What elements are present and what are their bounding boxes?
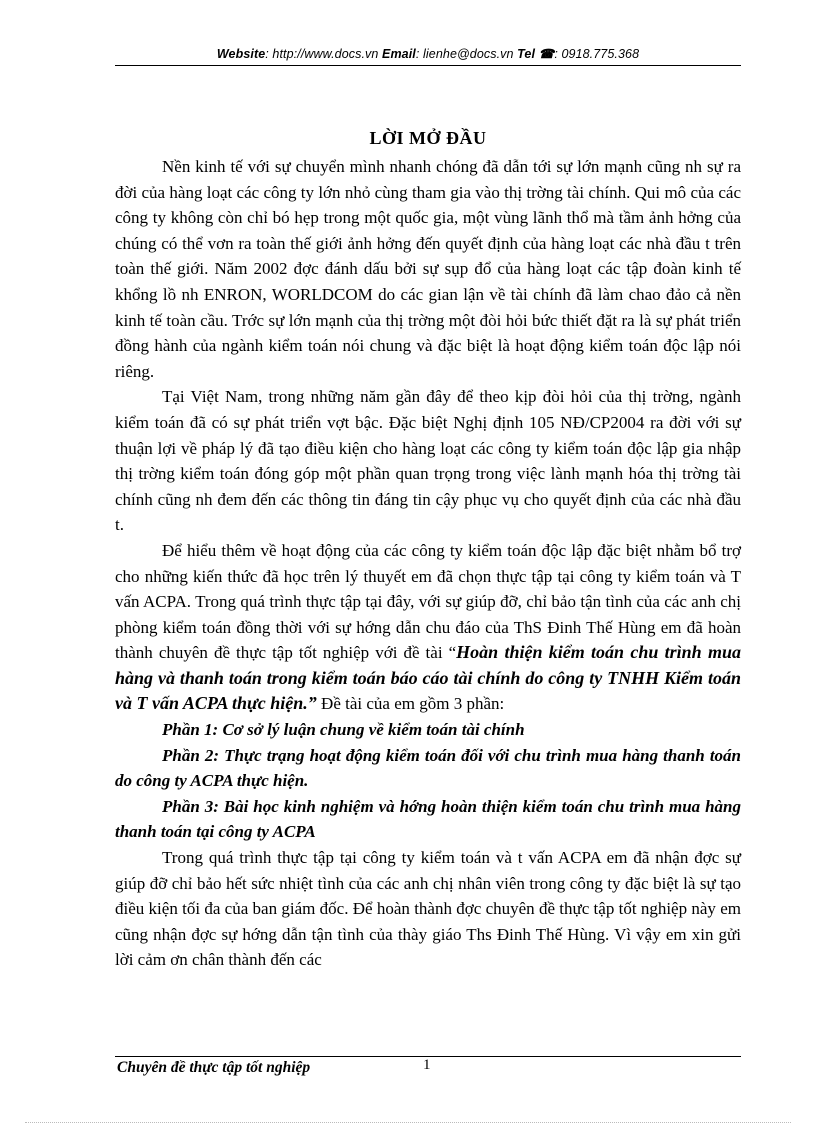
paragraph-intro: Nền kinh tế với sự chuyển mình nhanh chóng đã dẫn tới sự lớn mạnh cũng nh sự ra đời của hàng loạt các công ty lớn nhỏ cùng tham gia vào thị trờng tài chính. Qui mô của các công ty không còn chỉ bó hẹp trong một quốc gia, một vùng lãnh thổ mà tầm ảnh hởng của chúng có thể vơn ra toàn thế giới ảnh hởng đến quyết định của hàng loạt các nhà đầu t trên toàn thế giới. Năm 2002 đợc đánh dấu bởi sự sụp đổ của hàng loạt các tập đoàn kinh tế khổng lồ nh ENRON, WORLDCOM do các gian lận về tài chính đã làm chao đảo cả nền kinh tế toàn cầu. Trớc sự lớn mạnh của thị trờng một đòi hỏi bức thiết đặt ra là sự phát triển đồng hành của ngành kiểm toán nói chung và đặc biệt là hoạt động kiểm toán độc lập nói riêng. (115, 157, 741, 381)
part-1: Phần 1: Cơ sở lý luận chung về kiểm toán tài chính (162, 720, 525, 740)
header-divider (115, 65, 741, 66)
email-value: : lienhe@docs.vn (415, 47, 514, 61)
topic-title: Hoàn thiện kiểm toán chu trình mua hàng và thanh toán trong kiểm toán báo cáo tài chính do công ty TNHH Kiểm toán và T vấn ACPA thực hiện.” (115, 642, 741, 714)
document-body (115, 154, 741, 973)
part-3: Phần 3: Bài học kinh nghiệm và hớng hoàn thiện kiểm toán chu trình mua hàng thanh toán tại công ty ACPA (115, 796, 741, 842)
topic-intro-text: Để hiểu thêm về hoạt động của các công ty kiểm toán độc lập đặc biệt nhằm bổ trợ cho những kiến thức đã học trên lý thuyết em đã chọn thực tập tại công ty kiểm toán và T vấn ACPA. Trong quá trình thực tập tại đây, với sự giúp đỡ, chỉ bảo tận tình của các anh chị phòng kiểm toán đồng thời với sự hớng dẫn chu đáo của ThS Đinh Thế Hùng em đã hoàn thành chuyên đề thực tập tốt nghiệp với đề tài “ (115, 540, 741, 663)
website-value: : http://www.docs.vn (265, 47, 379, 61)
website-label: Website (216, 47, 266, 61)
paragraph-vietnam: Tại Việt Nam, trong những năm gần đây để theo kịp đòi hỏi của thị trờng, ngành kiểm toán đã có sự phát triển vợt bậc. Đặc biệt Nghị định 105 NĐ/CP2004 ra đời với sự thuận lợi về pháp lý đã tạo điều kiện cho hàng loạt các công ty kiểm toán độc lập gia nhập thị trờng kiểm toán đóng góp một phần quan trọng trong việc lành mạnh hóa thị trờng tài chính cũng nh đem đến các thông tin đáng tin cậy phục vụ cho quyết định của các nhà đầu t. (115, 387, 741, 535)
page-number: 1 (423, 1057, 431, 1073)
tel-value: : 0918.775.368 (554, 47, 640, 61)
part-2: Phần 2: Thực trạng hoạt động kiểm toán đối với chu trình mua hàng thanh toán do công ty ACPA thực hiện. (115, 745, 741, 791)
topic-tail-text: Đề tài của em gồm 3 phần: (316, 694, 505, 714)
tel-label: Tel (517, 47, 536, 61)
page-title: LỜI MỞ ĐẦU (369, 128, 487, 148)
page-header (115, 46, 741, 61)
footer-label: Chuyên đề thực tập tốt nghiệp (117, 1059, 311, 1076)
paragraph-topic (115, 538, 741, 717)
phone-icon: ☎ (538, 47, 555, 61)
paragraph-closing: Trong quá trình thực tập tại công ty kiểm toán và t vấn ACPA em đã nhận đợc sự giúp đỡ chỉ bảo hết sức nhiệt tình của các anh chị nhân viên trong công ty đặc biệt là sự tạo điều kiện tối đa của ban giám đốc. Để hoàn thành đợc chuyên đề thực tập tốt nghiệp này em cũng nhận đợc sự hớng dẫn tận tình của thày giáo Ths Đinh Thế Hùng. Vì vậy em xin gửi lời cảm ơn chân thành đến các (115, 848, 741, 970)
email-label: Email (382, 47, 416, 61)
